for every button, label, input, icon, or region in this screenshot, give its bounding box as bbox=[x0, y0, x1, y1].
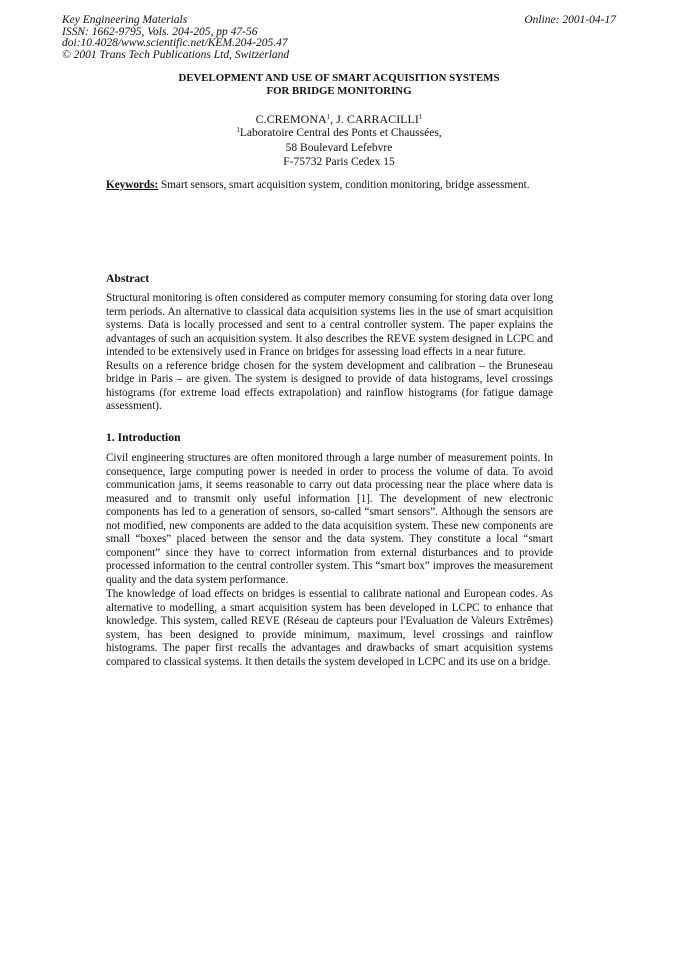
introduction-heading: 1. Introduction bbox=[106, 431, 181, 444]
paper-title bbox=[0, 72, 678, 97]
text-line: intended to be extensively used in France on bridges for assessing load effects in a near future. bbox=[106, 346, 526, 359]
keywords-text: Smart sensors, smart acquisition system, condition monitoring, bridge assessment. bbox=[161, 179, 530, 191]
author-2: , J. CARRACILLI bbox=[330, 112, 419, 126]
abstract-paragraph-2 bbox=[106, 360, 553, 414]
text-line: quality and the data system performance. bbox=[106, 573, 289, 586]
text-line: histograms. The paper first recalls the advantages and drawbacks of smart acquisition systems bbox=[106, 642, 553, 655]
text-line: term periods. An alternative to classical data acquisition systems lies in the use of smart acquisition bbox=[106, 305, 553, 318]
title-line-2: FOR BRIDGE MONITORING bbox=[266, 84, 412, 97]
text-line: compared to classical systems. It then details the system developed in LCPC and its use on a bridge. bbox=[106, 655, 551, 668]
introduction-paragraph-2 bbox=[106, 588, 553, 669]
keywords bbox=[106, 178, 566, 192]
text-line: systems. Data is locally processed and sent to a central controller system. The paper explains the bbox=[106, 319, 553, 332]
affil-mark: 1 bbox=[236, 126, 240, 134]
abstract-paragraph-1 bbox=[106, 292, 553, 360]
text-line: histograms (for extreme load effects extrapolation) and rainflow histograms (for fatigue damage bbox=[106, 386, 553, 399]
online-date: Online: 2001-04-17 bbox=[524, 14, 616, 26]
author-2-affil-mark: 1 bbox=[418, 113, 423, 121]
journal-name: Key Engineering Materials bbox=[62, 14, 188, 26]
text-line: component” since they have to correct information from external disturbances and to provide bbox=[106, 546, 553, 559]
text-line: alternative to modelling, a smart acquisition system has been developed in LCPC to enhance that bbox=[106, 601, 553, 614]
text-line: advantages of such an acquisition system. It also describes the REVE system designed in LCPC and bbox=[106, 332, 553, 345]
journal-header bbox=[62, 15, 289, 61]
text-line: components has led to a generation of sensors, so-called “smart sensors”. Although the sensors are bbox=[106, 506, 553, 519]
text-line: assessment). bbox=[106, 400, 162, 413]
text-line: communication jams, it seems reasonable to carry out data processing near the place where data is bbox=[106, 479, 553, 492]
text-line: Structural monitoring is often considered as computer memory consuming for storing data over long bbox=[106, 292, 553, 304]
text-line: The knowledge of load effects on bridges is essential to calibrate national and European codes. As bbox=[106, 588, 553, 600]
issn-line: ISSN: 1662-9795, Vols. 204-205, pp 47-56 bbox=[62, 25, 258, 38]
copyright-line: © 2001 Trans Tech Publications Ltd, Switzerland bbox=[62, 48, 290, 61]
affil-line-1: Laboratoire Central des Ponts et Chaussées, bbox=[239, 127, 442, 139]
affil-line-3: F-75732 Paris Cedex 15 bbox=[283, 156, 395, 168]
abstract-heading: Abstract bbox=[106, 272, 150, 285]
text-line: system, has been designed to provide minimum, maximum, level crossings and rainflow bbox=[106, 628, 553, 641]
author-1-affil-mark: 1 bbox=[326, 113, 331, 121]
affil-line-2: 58 Boulevard Lefebvre bbox=[285, 141, 393, 154]
title-line-1: DEVELOPMENT AND USE OF SMART ACQUISITION SYSTEMS bbox=[178, 72, 500, 84]
doi-line[interactable]: doi:10.4028/www.scientific.net/KEM.204-205.47 bbox=[62, 37, 288, 50]
author-list bbox=[0, 112, 678, 127]
text-line: Civil engineering structures are often monitored through a large number of measurement points. In bbox=[106, 452, 553, 464]
text-line: bridge in Paris – are given. The system is designed to provide of data histograms, level crossings bbox=[106, 373, 553, 386]
text-line: Results on a reference bridge chosen for the system development and calibration – the Bruneseau bbox=[106, 359, 553, 372]
text-line: measured and to transmit only useful information [1]. The development of new electronic bbox=[106, 492, 553, 505]
text-line: small “boxes” placed between the sensor and the data system. They constitute a local “smart bbox=[106, 533, 553, 546]
keywords-label: Keywords: bbox=[106, 179, 159, 191]
text-line: knowledge. This system, called REVE (Réseau de capteurs pour l'Evaluation de Valeurs Extrêmes) bbox=[106, 615, 553, 628]
text-line: processed information to the central controller system. This “smart box” improves the measurement bbox=[106, 560, 553, 573]
text-line: not modified, new components are added to the data acquisition system. These new components are bbox=[106, 519, 553, 532]
author-1: C.CREMONA bbox=[255, 112, 327, 126]
text-line: consequence, large computing power is needed in order to process the volume of data. To avoid bbox=[106, 465, 553, 478]
affiliation bbox=[0, 126, 678, 170]
introduction-paragraph-1 bbox=[106, 452, 553, 587]
